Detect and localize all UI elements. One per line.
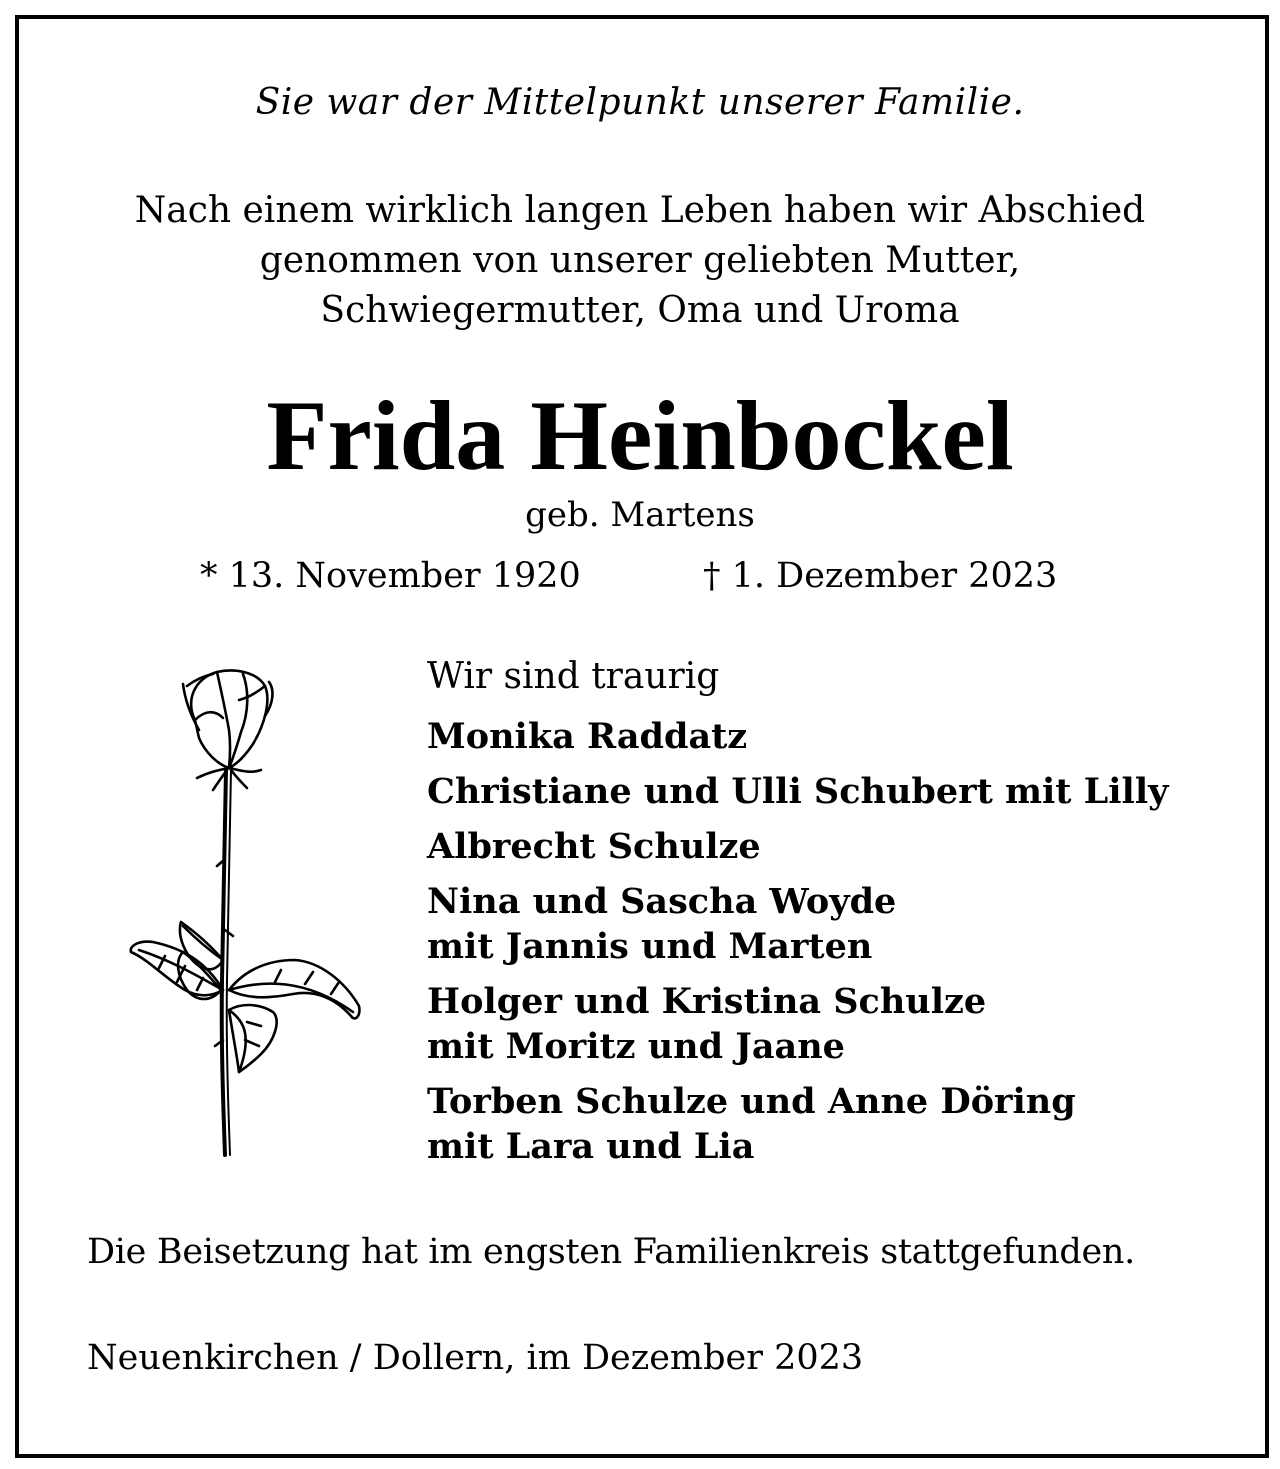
deceased-name: Frida Heinbockel (266, 380, 1014, 491)
death-date: † 1. Dezember 2023 (703, 556, 1058, 596)
mourner-line: Nina und Sascha Woyde (427, 881, 897, 922)
mourner-line: mit Moritz und Jaane (427, 1026, 845, 1067)
mourner-line: Monika Raddatz (427, 716, 748, 757)
maiden-name: geb. Martens (525, 495, 755, 535)
mourner-line: Torben Schulze und Anne Döring (427, 1081, 1076, 1122)
motto: Sie war der Mittelpunkt unserer Familie. (255, 82, 1025, 123)
mourner-line: mit Lara und Lia (427, 1126, 755, 1167)
mourner-line: Albrecht Schulze (427, 826, 761, 867)
mourner-group (427, 1079, 1168, 1169)
place-date: Neuenkirchen / Dollern, im Dezember 2023 (87, 1338, 864, 1378)
mourner-line: mit Jannis und Marten (427, 926, 873, 967)
mourners-lead: Wir sind traurig (427, 656, 720, 697)
mourner-group (427, 824, 1168, 869)
birth-date: * 13. November 1920 (200, 556, 581, 596)
mourner-line: Christiane und Ulli Schubert mit Lilly (427, 771, 1169, 812)
intro-line: Schwiegermutter, Oma und Uroma (320, 290, 960, 331)
mourner-group (427, 714, 1168, 759)
rose-icon (125, 660, 365, 1170)
intro-text (0, 186, 1280, 336)
mourner-group (427, 769, 1168, 814)
burial-note: Die Beisetzung hat im engsten Familienkreis stattgefunden. (87, 1232, 1135, 1272)
intro-line: Nach einem wirklich langen Leben haben wir Abschied (134, 190, 1146, 231)
mourners-list (427, 656, 1168, 1179)
intro-line: genommen von unserer geliebten Mutter, (259, 240, 1021, 281)
mourner-group (427, 979, 1168, 1069)
mourner-group (427, 879, 1168, 969)
mourner-line: Holger und Kristina Schulze (427, 981, 987, 1022)
